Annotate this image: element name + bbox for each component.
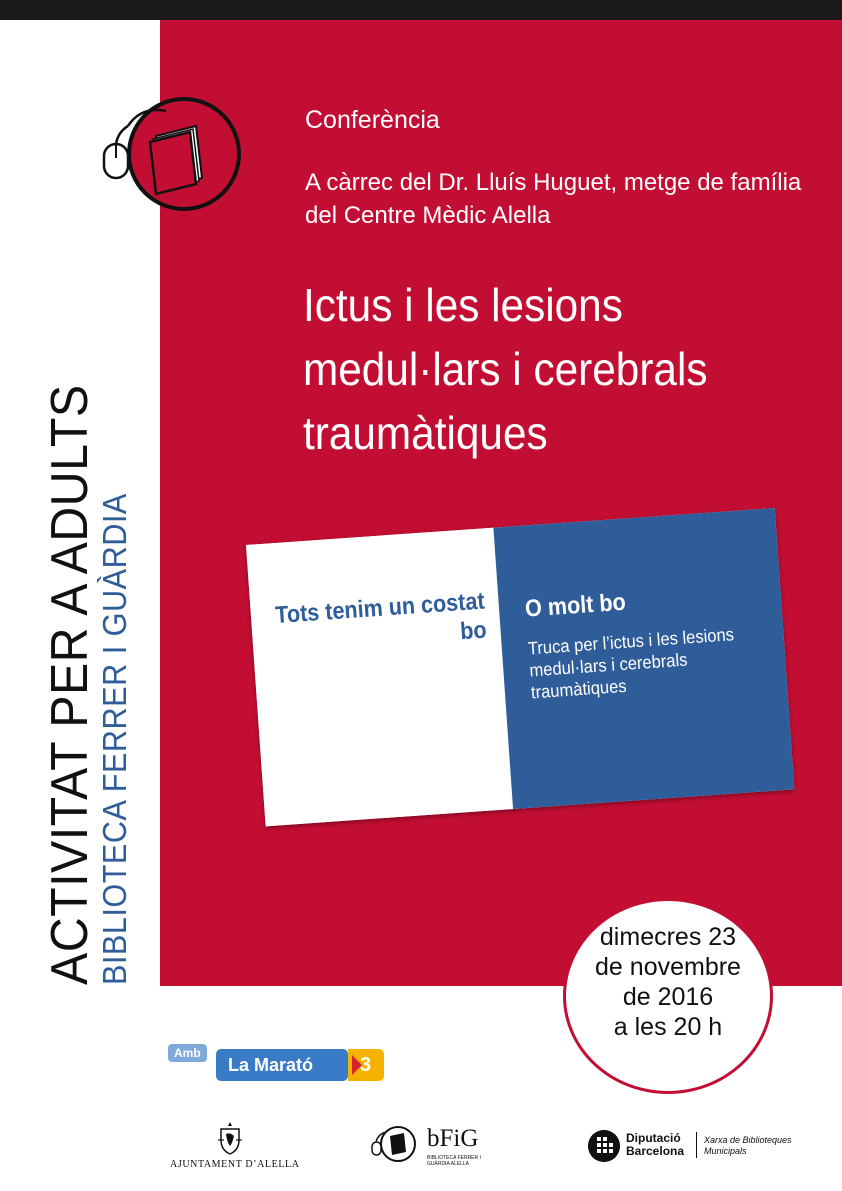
activity-category: ACTIVITAT PER A ADULTS [41, 384, 99, 985]
diputacio-line-1: Diputació [626, 1131, 681, 1145]
card-right-panel [493, 508, 794, 809]
diputacio-logo-text [626, 1132, 684, 1158]
speaker-info: A càrrec del Dr. Lluís Huguet, metge de família del Centre Mèdic Alella [305, 169, 802, 229]
ajuntament-logo-text: AJUNTAMENT D’ALELLA [170, 1159, 300, 1170]
card-left-slogan: Tots tenim un costat bo [274, 587, 488, 646]
date-line-2: de novembre [595, 953, 741, 981]
event-type: Conferència [305, 106, 440, 134]
tv3-number: 3 [360, 1054, 372, 1076]
logo-divider [696, 1132, 697, 1158]
top-bar [0, 0, 842, 20]
card-left-panel [246, 528, 513, 827]
amb-label: Amb [168, 1044, 207, 1062]
shield-icon [215, 1120, 245, 1156]
bfig-subtitle: BIBLIOTECA FERRER I GUÀRDIA ALELLA [427, 1155, 481, 1167]
bfig-logo-text: bFiG [427, 1125, 479, 1152]
campaign-card [246, 508, 794, 826]
card-right-body: Truca per l’ictus i les lesions medul·lars i cerebrals traumàtiques [527, 624, 735, 703]
diputacio-line-2: Barcelona [626, 1144, 685, 1158]
event-date [563, 922, 773, 1042]
card-right-title: O molt bo [524, 588, 627, 623]
xarxa-line-1: Xarxa de Biblioteques [704, 1135, 792, 1145]
vertical-heading [40, 339, 134, 985]
bfig-book-icon [368, 1124, 418, 1164]
xarxa-line-2: Municipals [704, 1146, 747, 1156]
library-name: BIBLIOTECA FERRER I GUÀRDIA [96, 493, 133, 985]
date-line-1: dimecres 23 [599, 923, 737, 951]
xarxa-biblioteques-text [704, 1135, 792, 1157]
diputacio-icon [588, 1130, 620, 1162]
date-line-3: de 2016 [622, 983, 714, 1011]
library-logo-icon [96, 96, 246, 216]
red-background-panel [160, 20, 842, 986]
marato-name: La Marató [216, 1049, 348, 1081]
date-line-4: a les 20 h [613, 1013, 723, 1041]
event-title: Ictus i les lesions medul·lars i cerebrals traumàtiques [303, 279, 708, 459]
